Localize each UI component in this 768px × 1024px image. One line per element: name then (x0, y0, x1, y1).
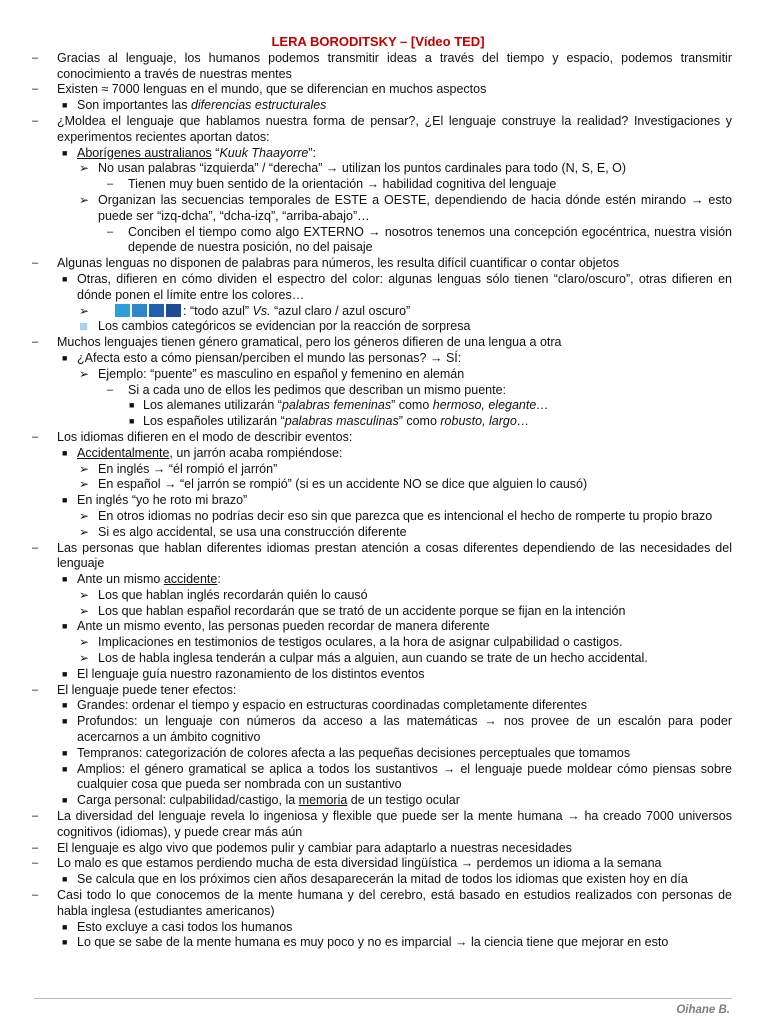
document-title: LERA BORODITSKY – [Vídeo TED] (271, 34, 485, 49)
arrow-bullet-icon: ➢ (79, 477, 90, 492)
square-bullet: ■ (62, 763, 68, 774)
list-item: – El lenguaje puede tener efectos: (32, 682, 237, 697)
square-bullet: ■ (62, 668, 68, 679)
list-item: ■ Ante un mismo accidente: (62, 572, 221, 587)
list-item: ■ Grandes: ordenar el tiempo y espacio en estructuras coordinadas completamente diferentes (62, 698, 588, 713)
list-item: ➢ No usan palabras “izquierda” / “derecha” → utilizan los puntos cardinales para todo (N, S, E, O) (79, 161, 627, 176)
list-item: – El lenguaje es algo vivo que podemos pulir y cambiar para adaptarlo a nuestras necesidades (32, 840, 572, 855)
dash-bullet: – (107, 383, 114, 396)
list-item: – Existen ≈ 7000 lenguas en el mundo, que se diferencian en muchos aspectos (32, 82, 487, 97)
color-swatch-white (98, 304, 113, 317)
arrow-bullet-icon: ➢ (79, 161, 90, 176)
arrow-bullet-icon: ➢ (79, 303, 90, 318)
list-item: ➢ Implicaciones en testimonios de testigos oculares, a la hora de asignar culpabilidad o castigos. (79, 635, 623, 650)
arrow-bullet-icon: ➢ (79, 366, 90, 381)
square-bullet: ■ (62, 621, 68, 632)
square-bullet: ■ (62, 700, 68, 711)
arrow-bullet-icon: ➢ (79, 587, 90, 602)
square-bullet: ■ (62, 795, 68, 806)
dash-bullet: – (32, 810, 39, 823)
list-item: – Muchos lenguajes tienen género gramatical, pero los géneros difieren de una lengua a otra (32, 335, 562, 350)
list-item: ■ Accidentalmente, un jarrón acaba rompiéndose: (62, 445, 343, 460)
square-bullet: ■ (62, 874, 68, 885)
list-item: ■ Lo que se sabe de la mente humana es muy poco y no es imparcial → la ciencia tiene que mejorar en esto (62, 935, 669, 950)
dash-bullet: – (32, 541, 39, 554)
list-item: ➢ Los que hablan español recordarán que se trató de un accidente porque se fijan en la intención (79, 603, 626, 618)
list-item: – Lo malo es que estamos perdiendo mucha de esta diversidad lingüística → perdemos un idioma a la semana (32, 856, 662, 871)
list-item: – Casi todo lo que conocemos de la mente humana y del cerebro, está basado en estudios realizados con personas de habla inglesa (estudiantes americanos) (32, 888, 732, 918)
list-item: ■ Son importantes las diferencias estructurales (62, 98, 327, 113)
dash-bullet: – (32, 257, 39, 270)
square-bullet: ■ (62, 447, 68, 458)
list-item: ➢ Los que hablan inglés recordarán quién lo causó (79, 587, 368, 602)
list-item: ■ Amplios: el género gramatical se aplica a todos los sustantivos → el lenguaje puede moldear cómo piensas sobre cualquier cosa que pueda ser nombrada con un sustantivo (62, 761, 732, 792)
list-item: ➢ Ejemplo: “puente” es masculino en español y femenino en alemán (79, 366, 465, 381)
dash-bullet: – (32, 841, 39, 854)
square-bullet: ■ (129, 400, 135, 411)
dash-bullet: – (107, 178, 114, 191)
arrow-bullet-icon: ➢ (79, 603, 90, 618)
list-item: ■ ¿Afecta esto a cómo piensan/perciben el mundo las personas? → SÍ: (62, 350, 462, 365)
dash-bullet: – (32, 857, 39, 870)
square-bullet: ■ (62, 921, 68, 932)
square-bullet: ■ (62, 574, 68, 585)
list-item: ■ Los cambios categóricos se evidencian por la reacción de sorpresa (79, 318, 471, 336)
list-item: ■ Los alemanes utilizarán “palabras femeninas” como hermoso, elegante… (129, 398, 549, 413)
list-item: ➢ Organizan las secuencias temporales de ESTE a OESTE, dependiendo de hacia dónde estén mirando → esto puede ser “izq-dcha”, “dcha-izq”, “arriba-abajo”… (79, 192, 732, 223)
footer-author: Oihane B. (676, 1004, 730, 1016)
list-item: – ¿Moldea el lenguaje que hablamos nuestra forma de pensar?, ¿El lenguaje construye la realidad? Investigaciones y experimentos recientes aportan datos: (32, 113, 732, 144)
list-item: ■ Tempranos: categorización de colores afecta a las pequeñas decisiones perceptuales que tomamos (62, 745, 631, 760)
document-page (24, 34, 732, 951)
list-item: – Algunas lenguas no disponen de palabras para números, les resulta difícil cuantificar o contar objetos (32, 256, 620, 271)
square-bullet: ■ (62, 716, 68, 727)
square-bullet: ■ (62, 747, 68, 758)
square-bullet: ■ (62, 937, 68, 948)
list-item: ■ Profundos: un lenguaje con números da acceso a las matemáticas → nos provee de un escalón para poder acercarnos a un ámbito cognitivo (62, 714, 732, 745)
list-item: – La diversidad del lenguaje revela lo ingeniosa y flexible que puede ser la mente humana → ha creado 7000 universos cognitivos (idiomas), y puede crear más aún (32, 809, 732, 839)
square-bullet: ■ (62, 273, 68, 284)
list-item: – Gracias al lenguaje, los humanos podemos transmitir ideas a través del tiempo y espacio, podemos transmitir conocimiento a través de nuestras mentes (32, 50, 732, 81)
light-blue-square-bullet: ■ (79, 318, 89, 336)
color-swatch-blue-3 (149, 304, 164, 317)
list-item: ➢ Los de habla inglesa tenderán a culpar más a alguien, aun cuando se trate de un hecho accidental. (79, 651, 648, 666)
footer-divider (34, 998, 732, 999)
list-item: ■ Esto excluye a casi todos los humanos (62, 919, 293, 934)
dash-bullet: – (32, 336, 39, 349)
list-item: ■ Los españoles utilizarán “palabras masculinas” como robusto, largo… (129, 414, 530, 429)
arrow-bullet-icon: ➢ (79, 635, 90, 650)
list-item: – Las personas que hablan diferentes idiomas prestan atención a cosas diferentes dependiendo de las necesidades del lenguaje (32, 540, 732, 571)
square-bullet: ■ (62, 352, 68, 363)
square-bullet: ■ (62, 100, 68, 111)
square-bullet: ■ (62, 147, 68, 158)
arrow-bullet-icon: ➢ (79, 461, 90, 476)
list-item: ➢ Si es algo accidental, se usa una construcción diferente (79, 524, 407, 539)
arrow-bullet-icon: ➢ (79, 651, 90, 666)
list-item: ➢ : “todo azul” Vs. “azul claro / azul oscuro” (79, 303, 411, 318)
arrow-bullet-icon: ➢ (79, 524, 90, 539)
dash-bullet: – (32, 83, 39, 96)
dash-bullet: – (107, 225, 114, 238)
arrow-bullet-icon: ➢ (79, 192, 90, 207)
list-item: – Conciben el tiempo como algo EXTERNO → nosotros tenemos una concepción egocéntrica, nuestra visión depende de nuestra posición, no del paisaje (107, 224, 732, 255)
dash-bullet: – (32, 51, 39, 64)
list-item: ➢ En otros idiomas no podrías decir eso sin que parezca que es intencional el hecho de romperte tu propio brazo (79, 508, 713, 523)
list-item: ■ Otras, difieren en cómo dividen el espectro del color: algunas lenguas sólo tienen “claro/oscuro”, otras difieren en dónde ponen el límite entre los colores… (62, 271, 732, 302)
list-item: ■ Se calcula que en los próximos cien años desaparecerán la mitad de todos los idiomas que existen hoy en día (62, 872, 688, 887)
list-item: ➢ En español → “el jarrón se rompió” (si es un accidente NO se dice que alguien lo causó) (79, 477, 588, 492)
color-swatch-blue-4 (166, 304, 181, 317)
list-item: ■ El lenguaje guía nuestro razonamiento de los distintos eventos (62, 666, 425, 681)
color-swatch-blue-2 (132, 304, 147, 317)
arrow-bullet-icon: ➢ (79, 508, 90, 523)
list-item: – Los idiomas difieren en el modo de describir eventos: (32, 429, 353, 444)
color-swatch-blue-1 (115, 304, 130, 317)
square-bullet: ■ (129, 416, 135, 427)
square-bullet: ■ (62, 495, 68, 506)
dash-bullet: – (32, 430, 39, 443)
list-item: ➢ En inglés → “él rompió el jarrón” (79, 461, 278, 476)
list-item: ■ En inglés “yo he roto mi brazo” (62, 493, 248, 508)
list-item: – Si a cada uno de ellos les pedimos que describan un mismo puente: (107, 382, 507, 397)
list-item: ■ Carga personal: culpabilidad/castigo, la memoria de un testigo ocular (62, 793, 460, 808)
dash-bullet: – (32, 683, 39, 696)
list-item: ■ Ante un mismo evento, las personas pueden recordar de manera diferente (62, 619, 490, 634)
dash-bullet: – (32, 114, 39, 127)
dash-bullet: – (32, 889, 39, 902)
list-item: – Tienen muy buen sentido de la orientación → habilidad cognitiva del lenguaje (107, 177, 557, 192)
list-item: ■ Aborígenes australianos “Kuuk Thaayorre”: (62, 145, 317, 160)
